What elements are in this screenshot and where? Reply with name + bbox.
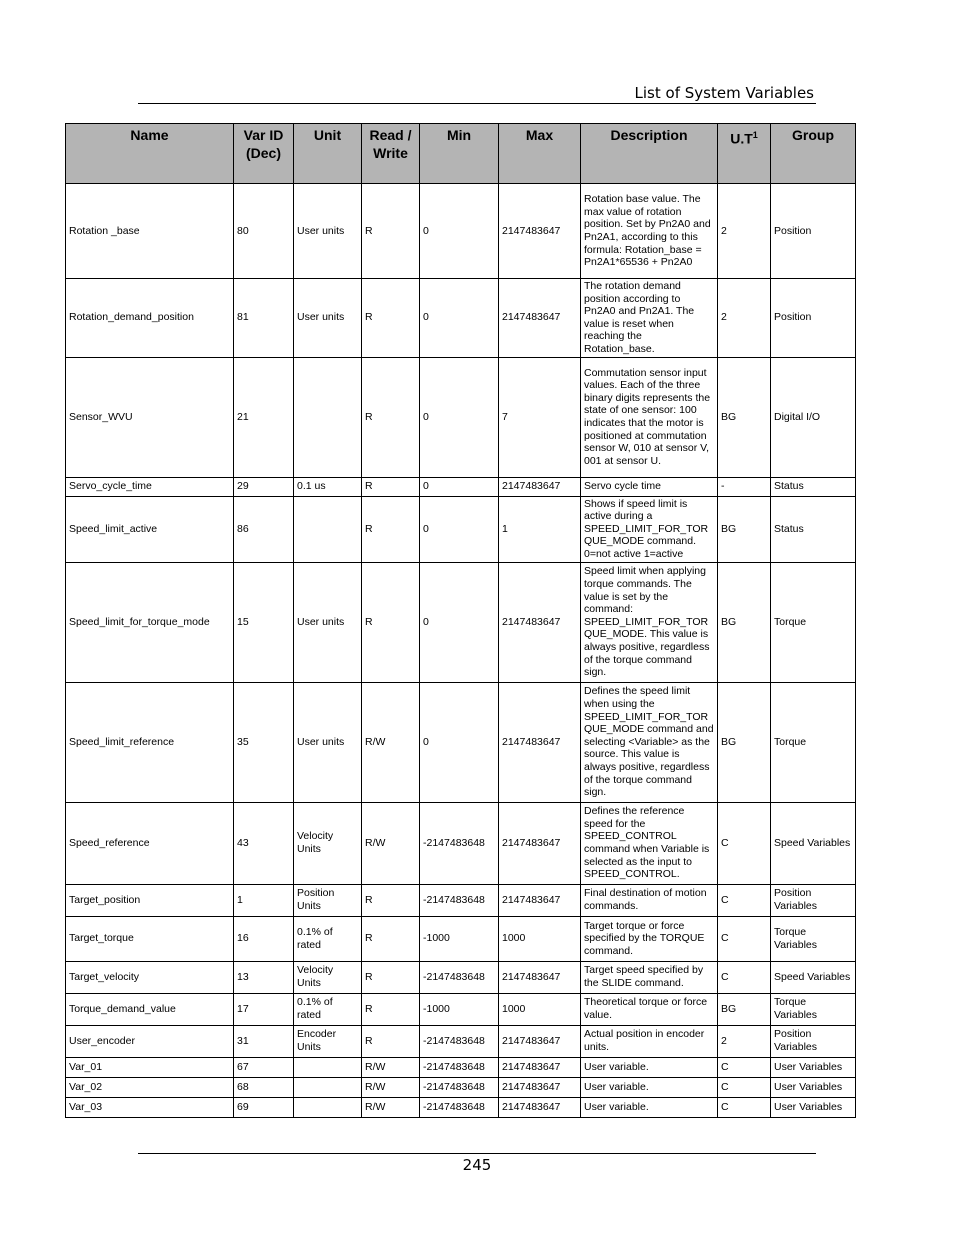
table-row xyxy=(66,357,856,477)
table-row xyxy=(66,1097,856,1117)
cell-rw: R xyxy=(362,562,420,682)
table-row xyxy=(66,477,856,496)
cell-unit xyxy=(294,496,362,562)
cell-ut: 2 xyxy=(718,279,771,358)
cell-unit: Velocity Units xyxy=(294,802,362,884)
cell-description: Theoretical torque or force value. xyxy=(581,993,718,1025)
column-header-read-write: Read / Write xyxy=(362,124,420,184)
cell-description: Target speed specified by the SLIDE command. xyxy=(581,961,718,993)
cell-rw: R/W xyxy=(362,1077,420,1097)
cell-max: 2147483647 xyxy=(499,1057,581,1077)
cell-max: 2147483647 xyxy=(499,562,581,682)
cell-min: 0 xyxy=(420,682,499,802)
cell-rw: R xyxy=(362,961,420,993)
cell-min: -2147483648 xyxy=(420,1077,499,1097)
cell-min: -2147483648 xyxy=(420,1025,499,1057)
cell-min: 0 xyxy=(420,562,499,682)
column-header-ut xyxy=(718,124,771,184)
cell-name: Var_03 xyxy=(66,1097,234,1117)
footer-divider xyxy=(138,1153,816,1154)
cell-max: 1000 xyxy=(499,993,581,1025)
cell-name: Var_02 xyxy=(66,1077,234,1097)
cell-group: User Variables xyxy=(771,1077,856,1097)
cell-rw: R xyxy=(362,993,420,1025)
cell-name: Target_torque xyxy=(66,916,234,961)
cell-name: Servo_cycle_time xyxy=(66,477,234,496)
cell-unit: User units xyxy=(294,279,362,358)
cell-ut: C xyxy=(718,884,771,916)
cell-group: Torque xyxy=(771,682,856,802)
cell-rw: R xyxy=(362,279,420,358)
cell-name: Torque_demand_value xyxy=(66,993,234,1025)
cell-max: 2147483647 xyxy=(499,1077,581,1097)
cell-max: 7 xyxy=(499,357,581,477)
cell-max: 1 xyxy=(499,496,581,562)
cell-ut: C xyxy=(718,1097,771,1117)
cell-ut: 2 xyxy=(718,184,771,279)
cell-max: 2147483647 xyxy=(499,802,581,884)
cell-group: User Variables xyxy=(771,1057,856,1077)
table-row xyxy=(66,682,856,802)
cell-name: Var_01 xyxy=(66,1057,234,1077)
cell-var-id: 35 xyxy=(234,682,294,802)
cell-var-id: 69 xyxy=(234,1097,294,1117)
cell-group: Position xyxy=(771,279,856,358)
cell-max: 2147483647 xyxy=(499,279,581,358)
cell-unit: User units xyxy=(294,562,362,682)
system-variables-table xyxy=(65,123,856,1118)
table-row xyxy=(66,496,856,562)
cell-ut: 2 xyxy=(718,1025,771,1057)
cell-group: Digital I/O xyxy=(771,357,856,477)
cell-group: Position Variables xyxy=(771,884,856,916)
cell-ut: BG xyxy=(718,496,771,562)
table-row xyxy=(66,1057,856,1077)
cell-unit: User units xyxy=(294,682,362,802)
cell-group: User Variables xyxy=(771,1097,856,1117)
cell-unit: Position Units xyxy=(294,884,362,916)
cell-max: 2147483647 xyxy=(499,1097,581,1117)
cell-unit: 0.1 us xyxy=(294,477,362,496)
cell-rw: R/W xyxy=(362,1057,420,1077)
table-row xyxy=(66,961,856,993)
cell-name: Speed_limit_reference xyxy=(66,682,234,802)
cell-var-id: 80 xyxy=(234,184,294,279)
cell-ut: BG xyxy=(718,682,771,802)
header-divider xyxy=(138,103,816,104)
table-row xyxy=(66,279,856,358)
column-header-ut-label: U.T xyxy=(730,130,753,147)
cell-min: 0 xyxy=(420,184,499,279)
table-row xyxy=(66,562,856,682)
cell-var-id: 68 xyxy=(234,1077,294,1097)
page-header-title: List of System Variables xyxy=(634,84,814,102)
cell-min: -1000 xyxy=(420,916,499,961)
cell-group: Position xyxy=(771,184,856,279)
cell-description: Commutation sensor input values. Each of the three binary digits represents the state of one sensor: 100 indicates that the motor is positioned at commutation sensor W, 010 at sensor V, 001 at sensor U. xyxy=(581,357,718,477)
cell-min: 0 xyxy=(420,357,499,477)
table-body xyxy=(66,184,856,1118)
column-header-unit: Unit xyxy=(294,124,362,184)
cell-name: Rotation _base xyxy=(66,184,234,279)
cell-unit: User units xyxy=(294,184,362,279)
cell-unit: Velocity Units xyxy=(294,961,362,993)
cell-rw: R xyxy=(362,477,420,496)
cell-min: 0 xyxy=(420,279,499,358)
cell-min: -2147483648 xyxy=(420,802,499,884)
cell-group: Torque xyxy=(771,562,856,682)
cell-max: 2147483647 xyxy=(499,961,581,993)
cell-name: Speed_limit_for_torque_mode xyxy=(66,562,234,682)
column-header-max: Max xyxy=(499,124,581,184)
cell-group: Speed Variables xyxy=(771,961,856,993)
cell-name: User_encoder xyxy=(66,1025,234,1057)
cell-var-id: 17 xyxy=(234,993,294,1025)
cell-description: Defines the speed limit when using the SPEED_LIMIT_FOR_TORQUE_MODE command and selecting <Variable> as the source. This value is always positive, regardless of the torque command sign. xyxy=(581,682,718,802)
cell-ut: - xyxy=(718,477,771,496)
cell-description: Target torque or force specified by the TORQUE command. xyxy=(581,916,718,961)
cell-unit xyxy=(294,1057,362,1077)
cell-ut: BG xyxy=(718,357,771,477)
cell-var-id: 16 xyxy=(234,916,294,961)
cell-min: -2147483648 xyxy=(420,1097,499,1117)
cell-ut: BG xyxy=(718,562,771,682)
footnote-marker: 1 xyxy=(752,130,758,140)
cell-rw: R xyxy=(362,184,420,279)
cell-var-id: 15 xyxy=(234,562,294,682)
cell-min: -2147483648 xyxy=(420,884,499,916)
cell-rw: R/W xyxy=(362,802,420,884)
cell-description: Defines the reference speed for the SPEED_CONTROL command when Variable is selected as the input to SPEED_CONTROL. xyxy=(581,802,718,884)
cell-max: 1000 xyxy=(499,916,581,961)
cell-description: Rotation base value. The max value of rotation position. Set by Pn2A0 and Pn2A1, according to this formula: Rotation_base = Pn2A1*65536 + Pn2A0 xyxy=(581,184,718,279)
cell-ut: C xyxy=(718,916,771,961)
table-row xyxy=(66,184,856,279)
table-row xyxy=(66,1025,856,1057)
cell-unit xyxy=(294,357,362,477)
cell-name: Target_velocity xyxy=(66,961,234,993)
cell-description: Servo cycle time xyxy=(581,477,718,496)
cell-ut: C xyxy=(718,1077,771,1097)
cell-min: -1000 xyxy=(420,993,499,1025)
cell-unit: 0.1% of rated xyxy=(294,993,362,1025)
cell-min: -2147483648 xyxy=(420,961,499,993)
cell-ut: C xyxy=(718,961,771,993)
cell-max: 2147483647 xyxy=(499,1025,581,1057)
page-number: 245 xyxy=(462,1156,492,1174)
cell-description: User variable. xyxy=(581,1097,718,1117)
cell-name: Target_position xyxy=(66,884,234,916)
cell-description: Final destination of motion commands. xyxy=(581,884,718,916)
table-row xyxy=(66,916,856,961)
cell-name: Speed_limit_active xyxy=(66,496,234,562)
cell-var-id: 86 xyxy=(234,496,294,562)
table-row xyxy=(66,993,856,1025)
cell-description: Speed limit when applying torque commands. The value is set by the command: SPEED_LIMIT_FOR_TORQUE_MODE. This value is always positive, regardless of the torque command sign. xyxy=(581,562,718,682)
cell-group: Speed Variables xyxy=(771,802,856,884)
cell-max: 2147483647 xyxy=(499,884,581,916)
cell-ut: BG xyxy=(718,993,771,1025)
table-row xyxy=(66,802,856,884)
cell-rw: R/W xyxy=(362,682,420,802)
cell-var-id: 81 xyxy=(234,279,294,358)
cell-name: Sensor_WVU xyxy=(66,357,234,477)
cell-var-id: 67 xyxy=(234,1057,294,1077)
column-header-min: Min xyxy=(420,124,499,184)
cell-description: The rotation demand position according to Pn2A0 and Pn2A1. The value is reset when reaching the Rotation_base. xyxy=(581,279,718,358)
cell-rw: R/W xyxy=(362,1097,420,1117)
column-header-var-id: Var ID (Dec) xyxy=(234,124,294,184)
cell-rw: R xyxy=(362,357,420,477)
cell-rw: R xyxy=(362,884,420,916)
cell-max: 2147483647 xyxy=(499,184,581,279)
cell-max: 2147483647 xyxy=(499,682,581,802)
cell-description: Actual position in encoder units. xyxy=(581,1025,718,1057)
cell-group: Torque Variables xyxy=(771,916,856,961)
cell-var-id: 43 xyxy=(234,802,294,884)
cell-description: User variable. xyxy=(581,1077,718,1097)
cell-unit xyxy=(294,1077,362,1097)
cell-group: Torque Variables xyxy=(771,993,856,1025)
cell-name: Rotation_demand_position xyxy=(66,279,234,358)
cell-rw: R xyxy=(362,916,420,961)
cell-min: -2147483648 xyxy=(420,1057,499,1077)
cell-group: Position Variables xyxy=(771,1025,856,1057)
cell-unit: 0.1% of rated xyxy=(294,916,362,961)
cell-group: Status xyxy=(771,496,856,562)
cell-description: User variable. xyxy=(581,1057,718,1077)
cell-unit xyxy=(294,1097,362,1117)
table-header-row xyxy=(66,124,856,184)
cell-group: Status xyxy=(771,477,856,496)
column-header-group: Group xyxy=(771,124,856,184)
cell-ut: C xyxy=(718,802,771,884)
cell-description: Shows if speed limit is active during a SPEED_LIMIT_FOR_TORQUE_MODE command. 0=not active 1=active xyxy=(581,496,718,562)
cell-var-id: 31 xyxy=(234,1025,294,1057)
table-row xyxy=(66,884,856,916)
cell-unit: Encoder Units xyxy=(294,1025,362,1057)
cell-name: Speed_reference xyxy=(66,802,234,884)
column-header-description: Description xyxy=(581,124,718,184)
column-header-name: Name xyxy=(66,124,234,184)
cell-rw: R xyxy=(362,1025,420,1057)
cell-var-id: 29 xyxy=(234,477,294,496)
cell-min: 0 xyxy=(420,477,499,496)
cell-ut: C xyxy=(718,1057,771,1077)
cell-var-id: 1 xyxy=(234,884,294,916)
cell-var-id: 13 xyxy=(234,961,294,993)
cell-var-id: 21 xyxy=(234,357,294,477)
cell-min: 0 xyxy=(420,496,499,562)
cell-rw: R xyxy=(362,496,420,562)
table-row xyxy=(66,1077,856,1097)
cell-max: 2147483647 xyxy=(499,477,581,496)
